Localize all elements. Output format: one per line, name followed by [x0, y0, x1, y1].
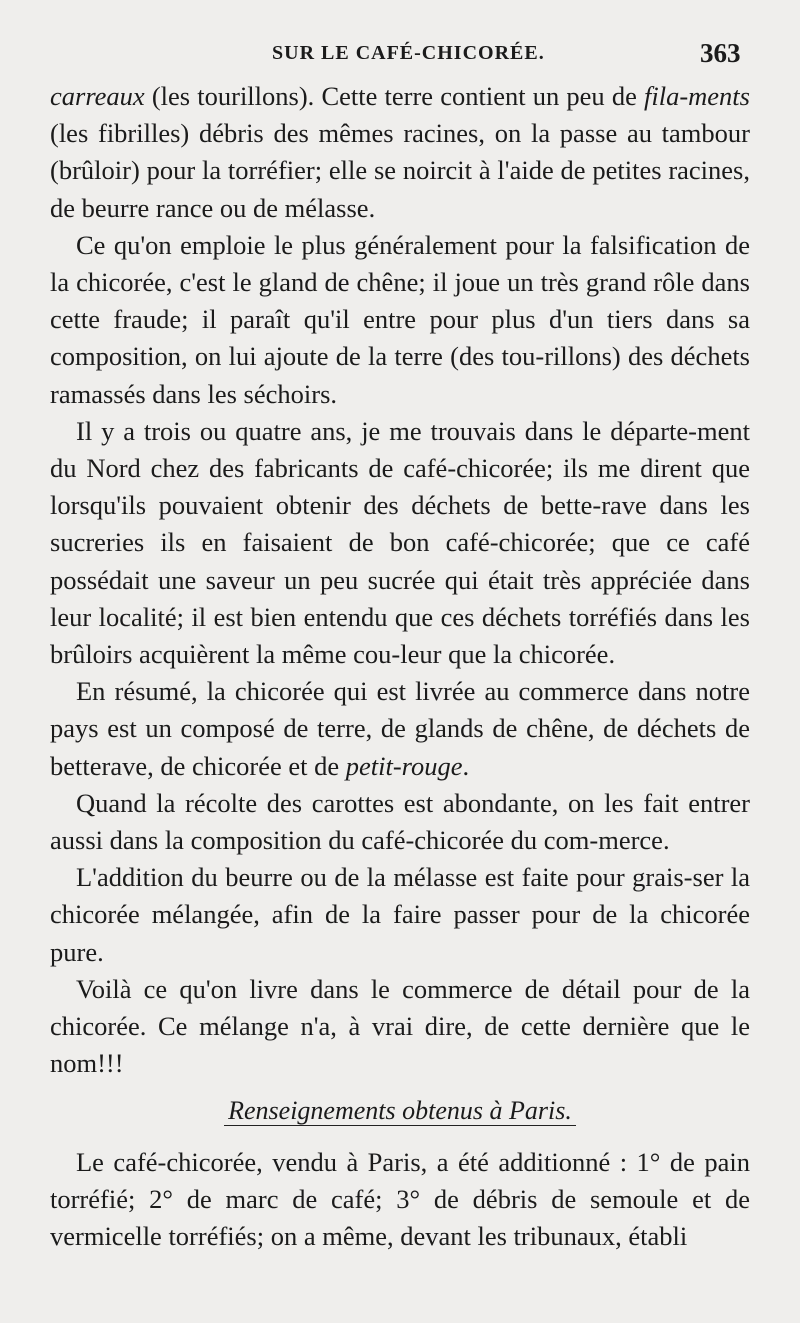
text-run: (les fibrilles) débris des mêmes racines, on la passe au tambour (brûloir) pour la torréfier; elle se noircit à l'aide de petites racines, de beurre rance ou de mélasse.: [50, 118, 750, 223]
text-run: En résumé, la chicorée qui est livrée au commerce dans notre pays est un composé de terre, de glands de chêne, de déchets de betterave, de chicorée et de: [50, 676, 750, 781]
text-run: Le café-chicorée, vendu à Paris, a été additionné : 1° de pain torréfié; 2° de marc de café; 3° de débris de semoule et de vermicelle torréfiés; on a même, devant les tribunaux, établi: [50, 1146, 750, 1252]
body-text: [50, 78, 750, 1255]
text-run: carreaux: [50, 81, 145, 111]
paragraph: [50, 785, 750, 859]
text-run: Ce qu'on emploie le plus généralement pour la falsification de la chicorée, c'est le gland de chêne; il joue un très grand rôle dans cette fraude; il paraît qu'il entre pour plus d'un tiers dans sa composition, on lui ajoute de la terre (des tou-rillons) des déchets ramassés dans les séchoirs.: [50, 229, 750, 409]
paragraph: [50, 413, 750, 673]
text-run: .: [462, 750, 470, 781]
text-run: L'addition du beurre ou de la mélasse est faite pour grais-ser la chicorée mélangée, afin de la faire passer pour de la chicorée pure.: [50, 862, 750, 967]
text-run: Voilà ce qu'on livre dans le commerce de détail pour de la chicorée. Ce mélange n'a, à vrai dire, de cette dernière que le nom!!!: [50, 973, 750, 1079]
text-run: (les tourillons). Cette terre contient un peu de: [144, 81, 644, 111]
section-title-text: Renseignements obtenus à Paris.: [224, 1096, 576, 1126]
paragraph: [50, 78, 750, 227]
text-run: petit-rouge: [345, 750, 463, 781]
running-title: SUR LE CAFÉ-CHICORÉE.: [272, 42, 545, 64]
paragraph: [50, 673, 750, 785]
page-number: 363: [700, 38, 741, 68]
text-run: Il y a trois ou quatre ans, je me trouvais dans le départe-ment du Nord chez des fabricants de café-chicorée; ils me dirent que lorsqu'ils pouvaient obtenir des déchets de bette-rave dans les sucreries ils en faisaient de bon café-chicorée; que ce café possédait une saveur un peu sucrée qui était très appréciée dans leur localité; il est bien entendu que ces déchets torréfiés dans les brûloirs acquièrent la même cou-leur que la chicorée.: [50, 415, 750, 670]
section-title: [50, 1092, 750, 1129]
paragraph: [50, 227, 750, 413]
paragraph: [50, 971, 750, 1083]
text-run: Quand la récolte des carottes est abondante, on les fait entrer aussi dans la composition du café-chicorée du com-merce.: [50, 787, 750, 856]
text-run: fila-ments: [644, 81, 750, 111]
paragraph: [50, 1144, 750, 1256]
paragraph: [50, 859, 750, 971]
page-header: [0, 38, 800, 72]
